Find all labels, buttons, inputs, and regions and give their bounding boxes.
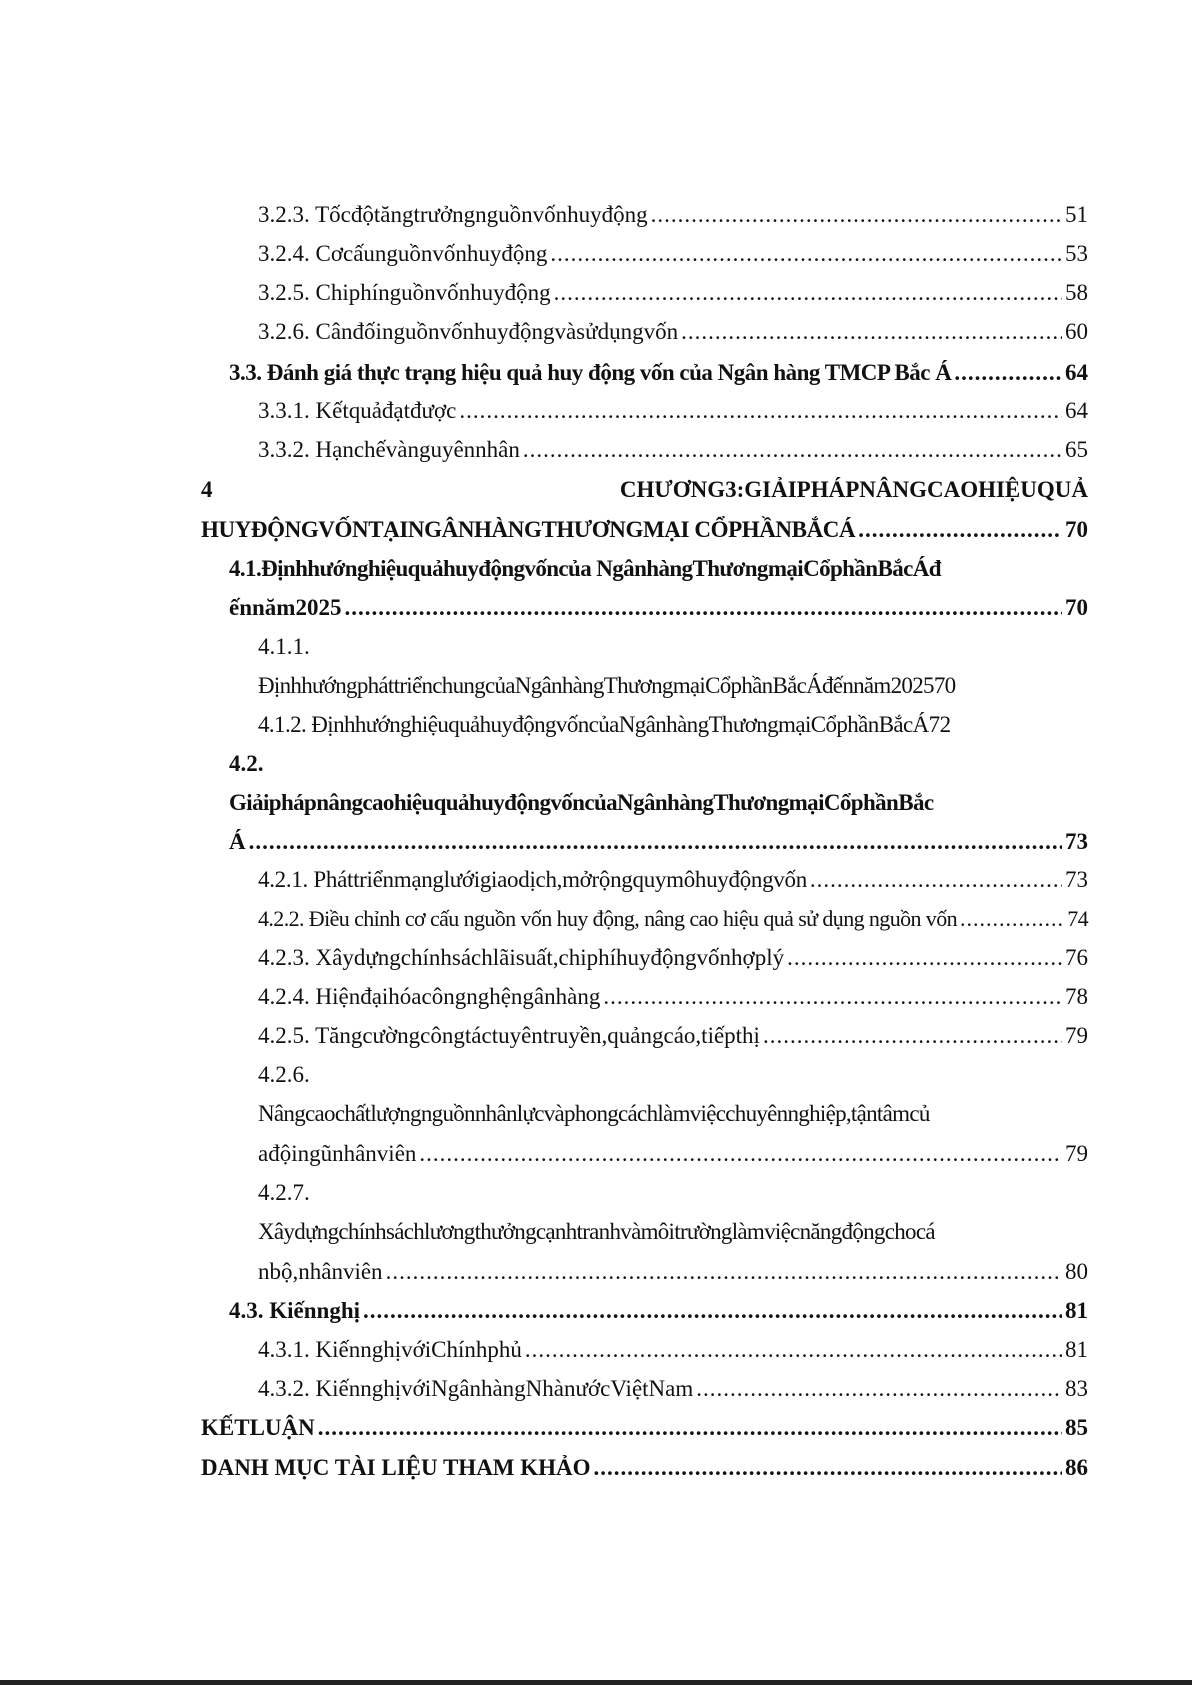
- toc-entry-4-2-2[interactable]: 4.2.2. Điều chỉnh cơ cấu nguồn vốn huy động, nâng cao hiệu quả sử dụng nguồn vốn ..... 74: [258, 901, 1088, 937]
- toc-entry-3-2-5[interactable]: 3.2.5. Chiphínguồnvốnhuyđộng ..... 58: [258, 275, 1088, 311]
- toc-entry-4-2-5[interactable]: 4.2.5. Tăngcườngcôngtáctuyêntruyền,quảngcáo,tiếpthị ..... 79: [258, 1018, 1088, 1054]
- entry-4-2-7-line1: Xâydựngchínhsáchlươngthưởngcạnhtranhvàmôitrườnglàmviệcnăngđộngchocá: [258, 1219, 935, 1244]
- toc-entry-4-3-2[interactable]: 4.3.2. KiếnnghịvớiNgânhàngNhànướcViệtNam ..... 83: [258, 1371, 1088, 1407]
- entry-4-2-6-number: 4.2.6.: [258, 1062, 310, 1087]
- toc-entry-ket-luan[interactable]: KẾTLUẬN ..... 85: [201, 1410, 1088, 1446]
- chapter-title-line2: HUYĐỘNGVỐNTẠINGÂNHÀNGTHƯƠNGMẠI CỔPHẦNBẮCÁ ..... 70: [201, 512, 1088, 548]
- entry-4-2-7-line2: nbộ,nhânviên ..... 80: [258, 1254, 1088, 1290]
- entry-4-2-6-line2: ađộingũnhânviên ..... 79: [258, 1136, 1088, 1172]
- toc-entry-4-2-1[interactable]: 4.2.1. Pháttriểnmạnglướigiaodịch,mởrộngquymôhuyđộngvốn ..... 73: [258, 862, 1088, 898]
- entry-4-2-number: 4.2.: [229, 751, 264, 776]
- chapter-number: 4: [201, 477, 213, 502]
- entry-4-1-1-number: 4.1.1.: [258, 634, 310, 659]
- entry-4-2-line1: GiảiphápnângcaohiệuquảhuyđộngvốncủaNgânhàngThươngmạiCổphầnBắc: [229, 790, 934, 815]
- chapter-title-line1: CHƯƠNG3:GIẢIPHÁPNÂNGCAOHIỆUQUẢ: [619, 477, 1088, 502]
- toc-entry-4-3-1[interactable]: 4.3.1. KiếnnghịvớiChínhphủ ..... 81: [258, 1332, 1088, 1368]
- entry-4-2-7-number: 4.2.7.: [258, 1180, 310, 1205]
- entry-4-1-line1: 4.1.Địnhhướnghiệuquảhuyđộngvốncủa NgânhàngThươngmạiCổphầnBắcÁđ: [229, 556, 941, 581]
- toc-entry-3-3-2[interactable]: 3.3.2. Hạnchếvànguyênnhân ..... 65: [258, 432, 1088, 468]
- toc-entry-4-2-4[interactable]: 4.2.4. Hiệnđạihóacôngnghệngânhàng ..... 78: [258, 979, 1088, 1015]
- entry-4-1-1-text: ĐịnhhướngpháttriểnchungcủaNgânhàngThươngmạiCổphầnBắcÁđếnnăm202570: [258, 673, 956, 698]
- toc-entry-3-3-1[interactable]: 3.3.1. Kếtquảđạtđược ..... 64: [258, 393, 1088, 429]
- bottom-edge: [0, 1680, 1192, 1685]
- toc-entry-3-2-3[interactable]: 3.2.3. Tốcđộtăngtrưởngnguồnvốnhuyđộng ..... 51: [258, 197, 1088, 233]
- toc-entry-3-3[interactable]: 3.3. Đánh giá thực trạng hiệu quả huy động vốn của Ngân hàng TMCP Bắc Á ..... 64: [229, 355, 1088, 391]
- toc-entry-4-3[interactable]: 4.3. Kiếnnghị ..... 81: [229, 1293, 1088, 1329]
- entry-4-2-6-line1: Nângcaochấtlượngnguồnnhânlựcvàphongcáchlàmviệcchuyênnghiệp,tậntâmcủ: [258, 1101, 930, 1126]
- toc-entry-4-2-3[interactable]: 4.2.3. Xâydựngchínhsáchlãisuất,chiphíhuyđộngvốnhợplý ..... 76: [258, 940, 1088, 976]
- entry-4-1-line2: ếnnăm2025 ..... 70: [229, 590, 1088, 626]
- entry-4-2-line2: Á ..... 73: [229, 824, 1088, 860]
- toc-entry-danh-muc[interactable]: DANH MỤC TÀI LIỆU THAM KHẢO ..... 86: [201, 1450, 1088, 1486]
- toc-entry-4-1-2[interactable]: 4.1.2. ĐịnhhướnghiệuquảhuyđộngvốncủaNgânhàngThươngmạiCổphầnBắcÁ72: [258, 712, 951, 737]
- toc-entry-3-2-4[interactable]: 3.2.4. Cơcấunguồnvốnhuyđộng ..... 53: [258, 236, 1088, 272]
- toc-entry-3-2-6[interactable]: 3.2.6. Cânđốinguồnvốnhuyđộngvàsửdụngvốn ..... 60: [258, 314, 1088, 350]
